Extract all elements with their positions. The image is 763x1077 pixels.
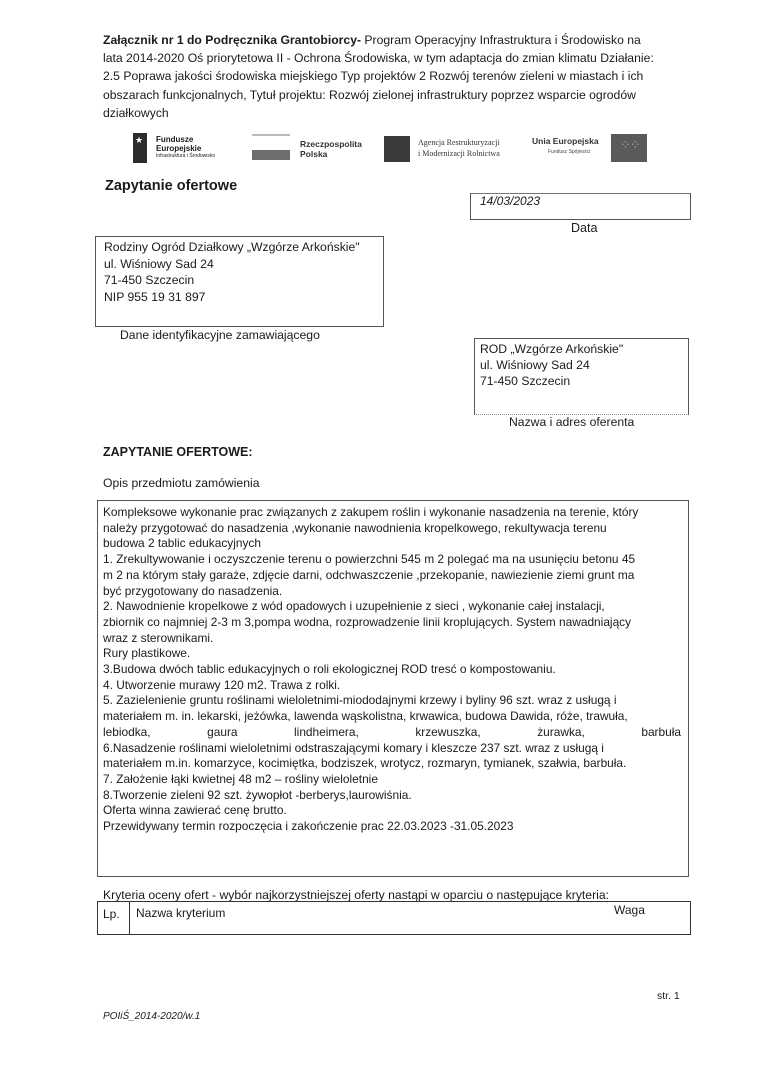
desc-line: 4. Utworzenie murawy 120 m2. Trawa z rolki. (103, 677, 341, 692)
desc-line: materiałem m.in. komarzyce, kocimiętka, bodziszek, wrotycz, rozmaryn, tymianek, szałwia, barbuła. (103, 756, 627, 771)
desc-word: lindheimera, (294, 724, 359, 739)
desc-line: zbiornik co najmniej 2-3 m 3,pompa wodna, rozprowadzenie linii kroplujących. System nawadniający (103, 614, 632, 629)
criteria-col-name: Nazwa kryterium (136, 906, 226, 920)
arimr-logo (384, 134, 524, 166)
order-desc-label: Opis przedmiotu zamówienia (103, 476, 260, 490)
desc-line: być przygotowany do nasadzenia. (103, 583, 283, 598)
client-line: Rodziny Ogród Działkowy „Wzgórze Arkońskie" (104, 240, 360, 254)
rp-flag-top-icon (252, 134, 290, 136)
desc-line: wraz z sterownikami. (103, 630, 214, 645)
header-line3: 2.5 Poprawa jakości środowiska miejskiego Typ projektów 2 Rozwój terenów zieleni w miastach i ich (103, 69, 644, 84)
fe-sub: Infrastruktura i Środowisko (156, 153, 216, 159)
rzeczpospolita-polska-logo (252, 134, 372, 166)
header-line1: Program Operacyjny Infrastruktura i Środowisko na (361, 33, 641, 47)
header-line2: lata 2014-2020 Oś priorytetowa II - Ochrona Środowiska, w tym adaptacja do zmian klimatu Działanie: (103, 51, 654, 66)
criteria-col-weight: Waga (614, 903, 645, 917)
date-value: 14/03/2023 (480, 194, 541, 208)
ue-line2: Fundusz Spójności (548, 149, 591, 155)
desc-word: gaura (207, 724, 238, 739)
fundusze-europejskie-logo (133, 133, 243, 165)
eu-flag-icon: ⁘⁘ (611, 134, 647, 162)
ar-line2: i Modernizacji Rolnictwa (418, 149, 500, 158)
offerer-line: 71-450 Szczecin (480, 374, 571, 388)
offerer-info-lines (480, 341, 623, 389)
offerer-label: Nazwa i adres oferenta (509, 415, 635, 429)
date-label: Data (571, 221, 598, 235)
desc-word: barbuła (641, 724, 681, 739)
fe-flag-icon: ★ (133, 133, 147, 163)
ar-line1: Agencja Restrukturyzacji (418, 138, 500, 147)
rp-line1: Rzeczpospolita (300, 139, 362, 149)
client-info-lines (104, 239, 360, 305)
fe-line1: Fundusze (156, 135, 194, 144)
order-description-text (103, 505, 681, 835)
client-label: Dane identyfikacyjne zamawiającego (120, 328, 320, 342)
ue-line1: Unia Europejska (532, 136, 599, 146)
client-line: ul. Wiśniowy Sad 24 (104, 256, 214, 271)
desc-line: 2. Nawodnienie kropelkowe z wód opadowych i uzupełnienie z sieci , wykonanie całej instalacji, (103, 599, 605, 614)
desc-line: Kompleksowe wykonanie prac związanych z zakupem roślin i wykonanie nasadzenia na terenie, który (103, 505, 639, 519)
desc-line: budowa 2 tablic edukacyjnych (103, 536, 261, 551)
header-line4: obszarach funkcjonalnych, Tytuł projektu: Rozwój zielonej infrastruktury poprzez wsparcie ogrodów (103, 87, 636, 102)
unia-europejska-logo (532, 134, 652, 166)
client-line: 71-450 Szczecin (104, 273, 195, 287)
desc-line: 7. Założenie łąki kwietnej 48 m2 – rośliny wieloletnie (103, 771, 378, 786)
section-title: ZAPYTANIE OFERTOWE: (103, 445, 253, 459)
footer-code: POIiŚ_2014-2020/w.1 (103, 1011, 201, 1022)
desc-line: Przewidywany termin rozpoczęcia i zakończenie prac 22.03.2023 -31.05.2023 (103, 819, 514, 834)
rp-line2: Polska (300, 149, 328, 159)
criteria-col-lp: Lp. (103, 907, 120, 921)
header-line5: działkowych (103, 105, 169, 120)
arimr-emblem-icon (384, 136, 410, 162)
desc-word: lebiodka, (103, 724, 151, 739)
desc-word: żurawka, (537, 724, 585, 739)
header-paragraph (103, 31, 685, 122)
criteria-intro: Kryteria oceny ofert - wybór najkorzystniejszej oferty nastąpi w oparciu o następujące kryteria: (103, 888, 610, 902)
desc-line: 5. Zazielenienie gruntu roślinami wieloletnimi-miododajnymi krzewy i byliny 96 szt. wraz z usługą i (103, 693, 617, 708)
desc-word: krzewuszka, (415, 724, 481, 739)
desc-line: 1. Zrekultywowanie i oczyszczenie terenu o powierzchni 545 m 2 polegać ma na usunięciu betonu 45 (103, 552, 636, 567)
desc-line: m 2 na którym stały garaże, zdjęcie darni, odchwaszczenie ,przekopanie, nawiezienie ziemi grunt ma (103, 567, 635, 582)
header-bold-lead: Załącznik nr 1 do Podręcznika Grantobiorcy- (103, 33, 362, 47)
desc-line: 6.Nasadzenie roślinami wieloletnimi odstraszającymi komary i kleszcze 237 szt. wraz z usługą i (103, 740, 604, 755)
desc-line: materiałem m. in. lekarski, jeżówka, lawenda wąskolistna, krwawica, budowa Dawida, róże, trawuła, (103, 709, 628, 724)
form-title: Zapytanie ofertowe (105, 178, 238, 194)
page-number: str. 1 (657, 990, 680, 1002)
desc-line: Oferta winna zawierać cenę brutto. (103, 803, 287, 818)
fe-line2: Europejskie (156, 144, 202, 153)
client-line: NIP 955 19 31 897 (104, 289, 206, 304)
offerer-line: ul. Wiśniowy Sad 24 (480, 358, 590, 372)
desc-line: 8.Tworzenie zieleni 92 szt. żywopłot -berberys,laurowiśnia. (103, 787, 412, 802)
desc-line: należy przygotować do nasadzenia ,wykonanie nawodnienia kropelkowego, rekultywacja terenu (103, 520, 607, 535)
desc-line-justified (103, 725, 681, 741)
desc-line: Rury plastikowe. (103, 646, 191, 661)
offerer-line: ROD „Wzgórze Arkońskie" (480, 342, 624, 356)
rp-flag-icon (252, 150, 290, 160)
desc-line: 3.Budowa dwóch tablic edukacyjnych o roli ekologicznej ROD tresć o kompostowaniu. (103, 662, 556, 677)
